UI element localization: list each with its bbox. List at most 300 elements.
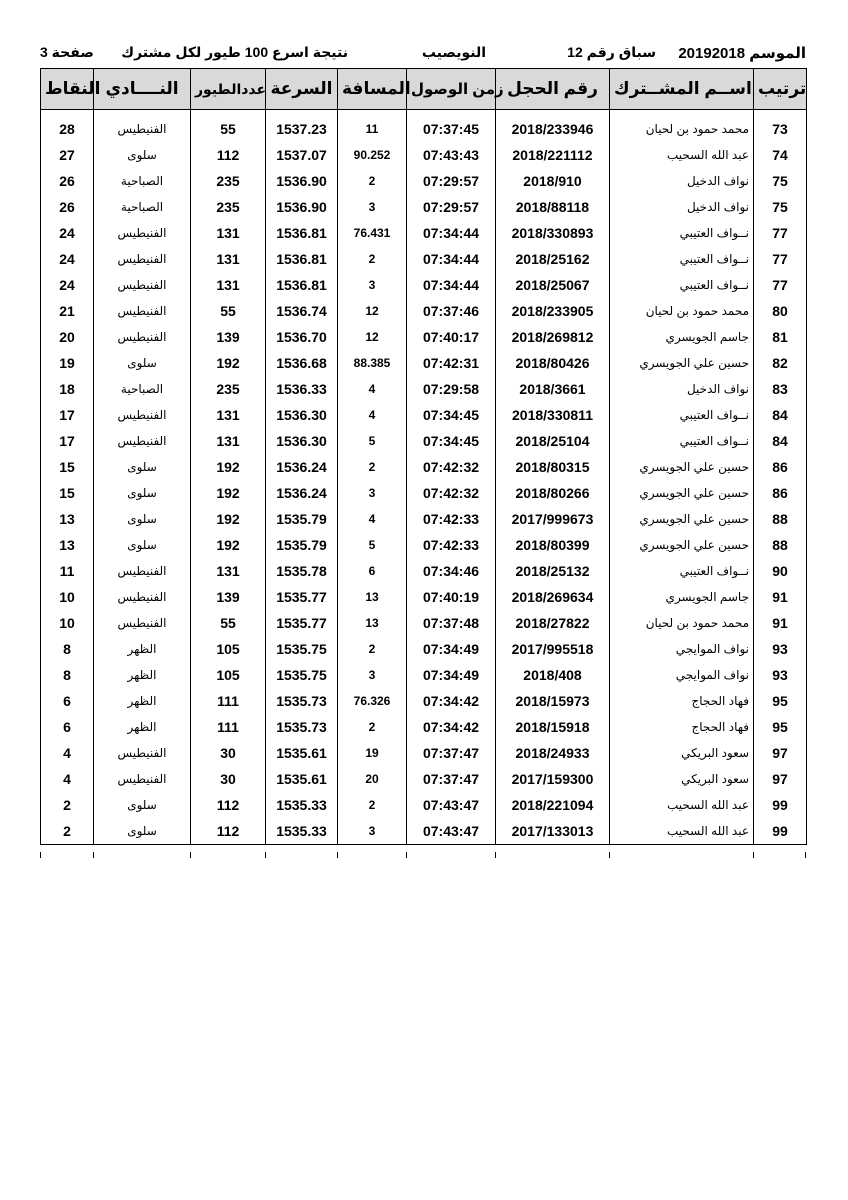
cell-name: نواف الموايجي bbox=[610, 636, 754, 662]
cell-points: 15 bbox=[41, 480, 94, 506]
cell-ring: 2018/910 bbox=[496, 168, 610, 194]
cell-birds: 112 bbox=[191, 792, 266, 818]
cell-birds: 105 bbox=[191, 662, 266, 688]
column-header-name: اســم المشــترك bbox=[610, 69, 754, 110]
cell-arrival: 07:42:31 bbox=[407, 350, 496, 376]
table-row bbox=[41, 740, 807, 766]
cell-distance: 2 bbox=[338, 714, 407, 740]
cell-club: سلوى bbox=[94, 818, 191, 845]
cell-name: محمد حمود بن لحيان bbox=[610, 610, 754, 636]
cell-arrival: 07:34:44 bbox=[407, 220, 496, 246]
cell-points: 17 bbox=[41, 428, 94, 454]
cell-distance: 3 bbox=[338, 194, 407, 220]
cell-speed: 1536.24 bbox=[266, 454, 338, 480]
cell-arrival: 07:37:45 bbox=[407, 110, 496, 143]
cell-arrival: 07:42:33 bbox=[407, 506, 496, 532]
cell-club: الفنيطيس bbox=[94, 402, 191, 428]
cell-ring: 2017/999673 bbox=[496, 506, 610, 532]
cell-distance: 13 bbox=[338, 610, 407, 636]
cell-ring: 2018/3661 bbox=[496, 376, 610, 402]
cell-birds: 131 bbox=[191, 246, 266, 272]
cell-club: الفنيطيس bbox=[94, 272, 191, 298]
cell-club: سلوى bbox=[94, 532, 191, 558]
cell-name: فهاد الحجاج bbox=[610, 688, 754, 714]
cell-distance: 4 bbox=[338, 376, 407, 402]
cell-speed: 1536.90 bbox=[266, 194, 338, 220]
cell-name: نواف الدخيل bbox=[610, 168, 754, 194]
cell-club: الظهر bbox=[94, 714, 191, 740]
cell-ring: 2018/27822 bbox=[496, 610, 610, 636]
cell-ring: 2017/995518 bbox=[496, 636, 610, 662]
cell-speed: 1536.90 bbox=[266, 168, 338, 194]
cell-name: عبد الله السحيب bbox=[610, 792, 754, 818]
table-row bbox=[41, 110, 807, 143]
table-row bbox=[41, 454, 807, 480]
cell-arrival: 07:34:49 bbox=[407, 636, 496, 662]
cell-ring: 2018/25104 bbox=[496, 428, 610, 454]
cell-distance: 2 bbox=[338, 792, 407, 818]
cell-ring: 2018/221112 bbox=[496, 142, 610, 168]
cell-ring: 2018/233905 bbox=[496, 298, 610, 324]
cell-rank: 82 bbox=[754, 350, 807, 376]
cell-name: نــواف العتيبي bbox=[610, 402, 754, 428]
cell-distance: 6 bbox=[338, 558, 407, 584]
cell-points: 17 bbox=[41, 402, 94, 428]
cell-name: حسين علي الجويسري bbox=[610, 454, 754, 480]
cell-birds: 131 bbox=[191, 220, 266, 246]
table-row bbox=[41, 818, 807, 845]
cell-arrival: 07:43:47 bbox=[407, 792, 496, 818]
cell-club: سلوى bbox=[94, 454, 191, 480]
cell-arrival: 07:42:32 bbox=[407, 454, 496, 480]
table-row bbox=[41, 688, 807, 714]
cell-name: حسين علي الجويسري bbox=[610, 350, 754, 376]
cell-points: 10 bbox=[41, 610, 94, 636]
cell-club: الفنيطيس bbox=[94, 610, 191, 636]
cell-rank: 73 bbox=[754, 110, 807, 143]
column-header-speed: السرعة bbox=[266, 69, 338, 110]
table-row bbox=[41, 506, 807, 532]
cell-ring: 2018/25132 bbox=[496, 558, 610, 584]
cell-birds: 192 bbox=[191, 532, 266, 558]
cell-points: 24 bbox=[41, 220, 94, 246]
cell-name: عبد الله السحيب bbox=[610, 142, 754, 168]
cell-speed: 1535.79 bbox=[266, 532, 338, 558]
cell-name: حسين علي الجويسري bbox=[610, 532, 754, 558]
cell-arrival: 07:42:33 bbox=[407, 532, 496, 558]
cell-distance: 2 bbox=[338, 246, 407, 272]
cell-arrival: 07:34:49 bbox=[407, 662, 496, 688]
tick-mark bbox=[265, 852, 266, 858]
cell-name: سعود البريكي bbox=[610, 766, 754, 792]
table-row bbox=[41, 298, 807, 324]
cell-speed: 1536.81 bbox=[266, 272, 338, 298]
table-row bbox=[41, 168, 807, 194]
cell-birds: 192 bbox=[191, 506, 266, 532]
cell-arrival: 07:37:48 bbox=[407, 610, 496, 636]
cell-birds: 131 bbox=[191, 558, 266, 584]
cell-speed: 1537.23 bbox=[266, 110, 338, 143]
cell-arrival: 07:34:44 bbox=[407, 272, 496, 298]
cell-club: الفنيطيس bbox=[94, 298, 191, 324]
cell-ring: 2018/80266 bbox=[496, 480, 610, 506]
table-row bbox=[41, 428, 807, 454]
report-header bbox=[40, 44, 806, 64]
cell-ring: 2018/80315 bbox=[496, 454, 610, 480]
cell-distance: 3 bbox=[338, 818, 407, 845]
cell-speed: 1536.68 bbox=[266, 350, 338, 376]
cell-distance: 3 bbox=[338, 272, 407, 298]
column-header-rank: ترتيب bbox=[754, 69, 807, 110]
table-row bbox=[41, 480, 807, 506]
cell-birds: 192 bbox=[191, 480, 266, 506]
cell-arrival: 07:29:57 bbox=[407, 168, 496, 194]
cell-ring: 2018/233946 bbox=[496, 110, 610, 143]
cell-distance: 5 bbox=[338, 428, 407, 454]
cell-name: نــواف العتيبي bbox=[610, 220, 754, 246]
table-row bbox=[41, 558, 807, 584]
cell-distance: 88.385 bbox=[338, 350, 407, 376]
cell-ring: 2018/330893 bbox=[496, 220, 610, 246]
cell-ring: 2018/15973 bbox=[496, 688, 610, 714]
cell-speed: 1535.77 bbox=[266, 584, 338, 610]
cell-birds: 30 bbox=[191, 740, 266, 766]
table-row bbox=[41, 246, 807, 272]
cell-rank: 95 bbox=[754, 714, 807, 740]
cell-birds: 235 bbox=[191, 376, 266, 402]
cell-arrival: 07:34:45 bbox=[407, 428, 496, 454]
cell-speed: 1536.81 bbox=[266, 246, 338, 272]
tick-mark bbox=[337, 852, 338, 858]
cell-ring: 2018/269812 bbox=[496, 324, 610, 350]
cell-arrival: 07:34:45 bbox=[407, 402, 496, 428]
cell-rank: 91 bbox=[754, 610, 807, 636]
cell-speed: 1536.24 bbox=[266, 480, 338, 506]
cell-birds: 30 bbox=[191, 766, 266, 792]
cell-speed: 1535.77 bbox=[266, 610, 338, 636]
cell-speed: 1535.61 bbox=[266, 766, 338, 792]
cell-club: سلوى bbox=[94, 142, 191, 168]
cell-ring: 2017/159300 bbox=[496, 766, 610, 792]
cell-name: نــواف العتيبي bbox=[610, 246, 754, 272]
cell-name: محمد حمود بن لحيان bbox=[610, 298, 754, 324]
cell-birds: 55 bbox=[191, 610, 266, 636]
cell-points: 26 bbox=[41, 168, 94, 194]
cell-arrival: 07:37:46 bbox=[407, 298, 496, 324]
cell-name: عبد الله السحيب bbox=[610, 818, 754, 845]
cell-points: 13 bbox=[41, 532, 94, 558]
table-row bbox=[41, 610, 807, 636]
cell-rank: 95 bbox=[754, 688, 807, 714]
cell-ring: 2018/88118 bbox=[496, 194, 610, 220]
cell-club: سلوى bbox=[94, 506, 191, 532]
cell-rank: 77 bbox=[754, 246, 807, 272]
cell-club: سلوى bbox=[94, 792, 191, 818]
cell-birds: 111 bbox=[191, 714, 266, 740]
cell-distance: 5 bbox=[338, 532, 407, 558]
race-location: النويصيب bbox=[421, 44, 486, 60]
table-row bbox=[41, 142, 807, 168]
cell-rank: 84 bbox=[754, 402, 807, 428]
cell-points: 24 bbox=[41, 246, 94, 272]
cell-points: 26 bbox=[41, 194, 94, 220]
cell-birds: 111 bbox=[191, 688, 266, 714]
cell-birds: 131 bbox=[191, 402, 266, 428]
results-body bbox=[41, 110, 807, 845]
cell-club: سلوى bbox=[94, 350, 191, 376]
cell-club: الفنيطيس bbox=[94, 584, 191, 610]
cell-ring: 2017/133013 bbox=[496, 818, 610, 845]
table-row bbox=[41, 532, 807, 558]
cell-distance: 90.252 bbox=[338, 142, 407, 168]
cell-rank: 80 bbox=[754, 298, 807, 324]
cell-ring: 2018/330811 bbox=[496, 402, 610, 428]
cell-points: 21 bbox=[41, 298, 94, 324]
cell-points: 10 bbox=[41, 584, 94, 610]
cell-distance: 4 bbox=[338, 506, 407, 532]
cell-points: 11 bbox=[41, 558, 94, 584]
cell-arrival: 07:34:42 bbox=[407, 688, 496, 714]
cell-points: 6 bbox=[41, 688, 94, 714]
cell-club: الفنيطيس bbox=[94, 766, 191, 792]
table-row bbox=[41, 792, 807, 818]
cell-distance: 2 bbox=[338, 454, 407, 480]
cell-rank: 81 bbox=[754, 324, 807, 350]
tick-mark bbox=[190, 852, 191, 858]
cell-rank: 83 bbox=[754, 376, 807, 402]
cell-club: سلوى bbox=[94, 480, 191, 506]
cell-club: الفنيطيس bbox=[94, 220, 191, 246]
cell-distance: 2 bbox=[338, 168, 407, 194]
tick-mark bbox=[753, 852, 754, 858]
cell-points: 6 bbox=[41, 714, 94, 740]
cell-club: الظهر bbox=[94, 636, 191, 662]
cell-rank: 88 bbox=[754, 532, 807, 558]
cell-speed: 1536.70 bbox=[266, 324, 338, 350]
cell-speed: 1537.07 bbox=[266, 142, 338, 168]
cell-birds: 112 bbox=[191, 142, 266, 168]
cell-points: 2 bbox=[41, 818, 94, 845]
cell-rank: 84 bbox=[754, 428, 807, 454]
cell-ring: 2018/221094 bbox=[496, 792, 610, 818]
column-header-ring: رقم الحجل bbox=[496, 69, 610, 110]
cell-club: الظهر bbox=[94, 662, 191, 688]
cell-birds: 192 bbox=[191, 454, 266, 480]
cell-birds: 131 bbox=[191, 272, 266, 298]
cell-name: سعود البريكي bbox=[610, 740, 754, 766]
cell-rank: 86 bbox=[754, 480, 807, 506]
cell-birds: 235 bbox=[191, 194, 266, 220]
page-number: صفحة 3 bbox=[40, 44, 94, 60]
column-header-birds: عددالطيور bbox=[191, 69, 266, 110]
table-row bbox=[41, 714, 807, 740]
cell-birds: 55 bbox=[191, 110, 266, 143]
cell-club: الفنيطيس bbox=[94, 740, 191, 766]
cell-distance: 12 bbox=[338, 324, 407, 350]
cell-rank: 90 bbox=[754, 558, 807, 584]
cell-birds: 235 bbox=[191, 168, 266, 194]
cell-name: نواف الموايجي bbox=[610, 662, 754, 688]
cell-name: حسين علي الجويسري bbox=[610, 506, 754, 532]
cell-rank: 99 bbox=[754, 792, 807, 818]
cell-birds: 55 bbox=[191, 298, 266, 324]
cell-birds: 131 bbox=[191, 428, 266, 454]
table-row bbox=[41, 584, 807, 610]
race-number-label: سباق رقم 12 bbox=[567, 44, 656, 60]
cell-club: الصباحية bbox=[94, 376, 191, 402]
cell-distance: 4 bbox=[338, 402, 407, 428]
cell-speed: 1535.78 bbox=[266, 558, 338, 584]
cell-ring: 2018/24933 bbox=[496, 740, 610, 766]
cell-rank: 77 bbox=[754, 272, 807, 298]
cell-speed: 1536.81 bbox=[266, 220, 338, 246]
cell-distance: 20 bbox=[338, 766, 407, 792]
cell-rank: 91 bbox=[754, 584, 807, 610]
cell-birds: 112 bbox=[191, 818, 266, 845]
cell-speed: 1535.75 bbox=[266, 636, 338, 662]
column-header-arrival: زمن الوصول bbox=[407, 69, 496, 110]
cell-birds: 139 bbox=[191, 324, 266, 350]
cell-distance: 2 bbox=[338, 636, 407, 662]
cell-name: نواف الدخيل bbox=[610, 194, 754, 220]
table-row bbox=[41, 376, 807, 402]
cell-name: نــواف العتيبي bbox=[610, 558, 754, 584]
cell-birds: 192 bbox=[191, 350, 266, 376]
cell-arrival: 07:34:42 bbox=[407, 714, 496, 740]
table-header-row bbox=[41, 69, 807, 110]
cell-club: الفنيطيس bbox=[94, 558, 191, 584]
cell-points: 20 bbox=[41, 324, 94, 350]
cell-distance: 3 bbox=[338, 662, 407, 688]
results-table bbox=[40, 68, 807, 845]
cell-arrival: 07:34:46 bbox=[407, 558, 496, 584]
cell-arrival: 07:29:57 bbox=[407, 194, 496, 220]
cell-name: محمد حمود بن لحيان bbox=[610, 110, 754, 143]
cell-distance: 11 bbox=[338, 110, 407, 143]
cell-arrival: 07:37:47 bbox=[407, 740, 496, 766]
cell-distance: 19 bbox=[338, 740, 407, 766]
table-row bbox=[41, 350, 807, 376]
result-description: نتيجة اسرع 100 طيور لكل مشترك bbox=[121, 44, 348, 60]
cell-arrival: 07:40:19 bbox=[407, 584, 496, 610]
cell-arrival: 07:29:58 bbox=[407, 376, 496, 402]
cell-points: 24 bbox=[41, 272, 94, 298]
cell-speed: 1535.61 bbox=[266, 740, 338, 766]
column-header-club: النــــادي bbox=[94, 69, 191, 110]
cell-birds: 105 bbox=[191, 636, 266, 662]
cell-points: 27 bbox=[41, 142, 94, 168]
cell-speed: 1535.79 bbox=[266, 506, 338, 532]
cell-arrival: 07:40:17 bbox=[407, 324, 496, 350]
tick-mark bbox=[805, 852, 806, 858]
cell-rank: 93 bbox=[754, 636, 807, 662]
cell-ring: 2018/408 bbox=[496, 662, 610, 688]
cell-arrival: 07:42:32 bbox=[407, 480, 496, 506]
table-row bbox=[41, 220, 807, 246]
cell-rank: 77 bbox=[754, 220, 807, 246]
cell-points: 15 bbox=[41, 454, 94, 480]
cell-ring: 2018/15918 bbox=[496, 714, 610, 740]
cell-name: فهاد الحجاج bbox=[610, 714, 754, 740]
cell-points: 8 bbox=[41, 662, 94, 688]
table-row bbox=[41, 662, 807, 688]
cell-speed: 1536.74 bbox=[266, 298, 338, 324]
cell-distance: 13 bbox=[338, 584, 407, 610]
cell-points: 18 bbox=[41, 376, 94, 402]
cell-distance: 3 bbox=[338, 480, 407, 506]
tick-mark bbox=[609, 852, 610, 858]
cell-club: الفنيطيس bbox=[94, 324, 191, 350]
cell-speed: 1536.33 bbox=[266, 376, 338, 402]
cell-arrival: 07:34:44 bbox=[407, 246, 496, 272]
tick-mark bbox=[495, 852, 496, 858]
cell-club: الصباحية bbox=[94, 194, 191, 220]
cell-club: الظهر bbox=[94, 688, 191, 714]
cell-speed: 1535.73 bbox=[266, 714, 338, 740]
cell-name: حسين علي الجويسري bbox=[610, 480, 754, 506]
table-row bbox=[41, 272, 807, 298]
cell-ring: 2018/80426 bbox=[496, 350, 610, 376]
column-header-distance: المسافة bbox=[338, 69, 407, 110]
cell-speed: 1535.75 bbox=[266, 662, 338, 688]
cell-arrival: 07:43:47 bbox=[407, 818, 496, 845]
cell-rank: 97 bbox=[754, 766, 807, 792]
cell-club: الفنيطيس bbox=[94, 246, 191, 272]
cell-speed: 1536.30 bbox=[266, 402, 338, 428]
cell-rank: 88 bbox=[754, 506, 807, 532]
season-label: الموسم 20192018 bbox=[678, 45, 806, 62]
cell-club: الفنيطيس bbox=[94, 110, 191, 143]
table-row bbox=[41, 766, 807, 792]
cell-ring: 2018/25067 bbox=[496, 272, 610, 298]
cell-distance: 76.431 bbox=[338, 220, 407, 246]
cell-rank: 75 bbox=[754, 194, 807, 220]
tick-mark bbox=[93, 852, 94, 858]
cell-rank: 93 bbox=[754, 662, 807, 688]
cell-name: جاسم الجويسري bbox=[610, 584, 754, 610]
cell-speed: 1535.33 bbox=[266, 792, 338, 818]
cell-speed: 1535.73 bbox=[266, 688, 338, 714]
cell-name: نــواف العتيبي bbox=[610, 272, 754, 298]
cell-speed: 1536.30 bbox=[266, 428, 338, 454]
tick-mark bbox=[406, 852, 407, 858]
cell-arrival: 07:43:43 bbox=[407, 142, 496, 168]
cell-ring: 2018/269634 bbox=[496, 584, 610, 610]
cell-points: 8 bbox=[41, 636, 94, 662]
column-header-points: النقاط bbox=[41, 69, 94, 110]
cell-rank: 74 bbox=[754, 142, 807, 168]
cell-points: 28 bbox=[41, 110, 94, 143]
cell-name: جاسم الجويسري bbox=[610, 324, 754, 350]
cell-name: نواف الدخيل bbox=[610, 376, 754, 402]
table-row bbox=[41, 324, 807, 350]
cell-ring: 2018/25162 bbox=[496, 246, 610, 272]
table-row bbox=[41, 402, 807, 428]
cell-ring: 2018/80399 bbox=[496, 532, 610, 558]
cell-points: 13 bbox=[41, 506, 94, 532]
cell-birds: 139 bbox=[191, 584, 266, 610]
cell-rank: 75 bbox=[754, 168, 807, 194]
cell-name: نــواف العتيبي bbox=[610, 428, 754, 454]
cell-club: الصباحية bbox=[94, 168, 191, 194]
cell-points: 4 bbox=[41, 766, 94, 792]
cell-speed: 1535.33 bbox=[266, 818, 338, 845]
cell-distance: 76.326 bbox=[338, 688, 407, 714]
cell-points: 19 bbox=[41, 350, 94, 376]
cell-arrival: 07:37:47 bbox=[407, 766, 496, 792]
table-row bbox=[41, 194, 807, 220]
cell-points: 4 bbox=[41, 740, 94, 766]
